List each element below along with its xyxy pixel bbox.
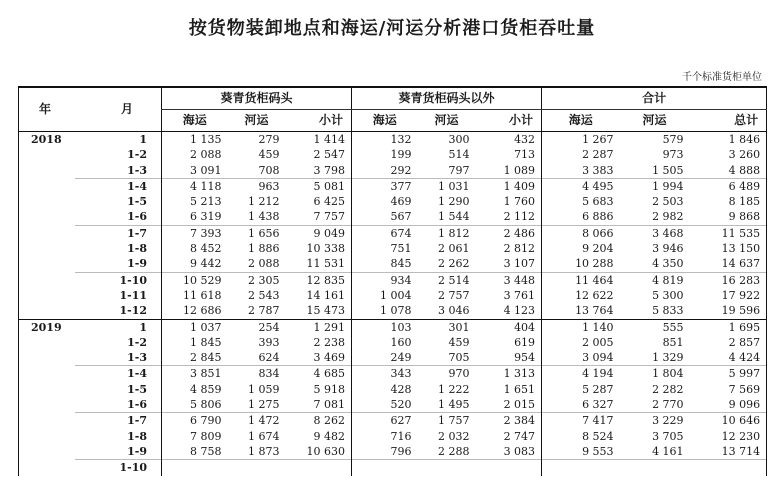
value-cell [476,460,542,476]
value-cell: 1 135 [162,132,228,148]
value-cell: 1 651 [503,382,536,396]
value-cell: 2 787 [248,304,280,318]
value-cell: 6 425 [313,195,346,209]
value-cell: 343 [352,366,418,382]
table-row [19,147,767,162]
value-cell: 1 846 [690,132,767,148]
value-cell: 4 123 [503,304,536,318]
month-cell: 1 [75,132,162,148]
value-cell: 13 764 [542,303,620,319]
year-cell [19,288,75,303]
year-cell [19,444,75,460]
value-cell: 5 213 [162,194,228,209]
year-cell [19,194,75,209]
value-cell: 579 [620,132,690,148]
month-cell: 1-12 [119,304,147,318]
value-cell: 2 857 [690,335,767,350]
value-cell: 963 [228,178,286,194]
value-cell: 4 859 [162,382,228,397]
value-cell: 10 646 [690,413,767,429]
value-cell: 1 656 [228,225,286,241]
value-cell: 3 083 [503,444,536,458]
unit-label: 千个标准货柜单位 [682,72,762,83]
value-cell: 12 230 [690,429,767,444]
value-cell: 3 469 [313,351,346,365]
value-cell: 9 482 [313,429,346,443]
value-cell: 3 094 [542,350,620,366]
table-row [19,132,767,148]
value-cell: 2 812 [503,242,536,256]
table-row [19,209,767,225]
value-cell: 7 809 [162,429,228,444]
table-row [19,194,767,209]
value-cell: 9 553 [542,444,620,460]
value-cell [228,460,286,476]
value-cell: 2 005 [542,335,620,350]
month-cell: 1-5 [127,195,147,209]
value-cell: 1 674 [248,429,280,443]
value-cell: 627 [352,413,418,429]
value-cell: 3 229 [620,413,690,429]
value-cell: 249 [352,350,418,366]
value-cell: 674 [352,225,418,241]
value-cell: 9 096 [690,397,767,413]
value-cell: 3 091 [162,163,228,179]
value-cell: 6 886 [542,209,620,225]
value-cell: 160 [352,335,418,350]
value-cell: 1 267 [542,132,620,148]
value-cell: 1 275 [248,398,280,412]
value-cell: 1 757 [418,413,476,429]
value-cell: 3 851 [162,366,228,382]
value-cell: 8 524 [542,429,620,444]
value-cell: 2 305 [228,272,286,288]
year-cell [19,225,75,241]
month-cell: 1-3 [127,351,147,365]
value-cell: 11 535 [690,225,767,241]
value-cell: 12 622 [542,288,620,303]
value-cell: 624 [258,351,280,365]
value-cell: 6 319 [162,209,228,225]
value-cell [352,460,418,476]
value-cell: 8 758 [162,444,228,460]
value-cell: 3 468 [620,225,690,241]
month-cell: 1-8 [127,242,147,256]
value-cell: 12 686 [162,303,228,319]
value-cell: 7 081 [313,398,346,412]
value-cell: 1 089 [503,163,536,177]
value-cell: 15 473 [306,304,346,318]
value-cell: 1 212 [248,195,280,209]
value-cell: 8 066 [542,225,620,241]
value-cell: 8 452 [162,241,228,256]
value-cell: 1 438 [248,210,280,224]
value-cell: 14 637 [690,256,767,272]
value-cell: 2 384 [476,413,542,429]
value-cell: 2 757 [438,288,470,302]
value-cell: 103 [352,319,418,335]
month-cell: 1-5 [127,382,147,396]
value-cell: 4 495 [542,178,620,194]
value-cell: 16 283 [690,272,767,288]
value-cell: 973 [662,148,684,162]
year-cell [19,163,75,179]
value-cell: 6 489 [690,178,767,194]
header-sub: 小计 [286,110,352,132]
value-cell: 1 059 [248,382,280,396]
value-cell: 459 [258,148,280,162]
table-row [19,366,767,382]
value-cell: 1 472 [228,413,286,429]
value-cell: 796 [352,444,418,460]
value-cell: 713 [514,148,536,162]
value-cell: 716 [352,429,418,444]
header-sub: 河运 [620,110,690,132]
value-cell: 1 414 [286,132,352,148]
value-cell: 1 329 [652,351,684,365]
month-cell: 1-4 [75,366,162,382]
table-row [19,225,767,241]
value-cell: 4 685 [286,366,352,382]
month-cell: 1-9 [127,257,147,271]
header-month: 月 [75,87,162,132]
value-cell: 705 [448,351,470,365]
header-sub: 小计 [476,110,542,132]
value-cell: 469 [352,194,418,209]
value-cell: 9 868 [690,209,767,225]
value-cell [162,460,228,476]
value-cell: 1 994 [620,178,690,194]
value-cell: 954 [514,351,536,365]
value-cell: 1 804 [620,366,690,382]
value-cell: 17 922 [690,288,767,303]
value-cell: 2 032 [438,429,470,443]
value-cell: 199 [352,147,418,162]
value-cell: 1 291 [286,319,352,335]
month-cell: 1-11 [119,288,147,302]
header-group-kwai-tsing: 葵青货柜码头 [162,87,352,110]
header-sub: 河运 [228,110,286,132]
value-cell: 404 [476,319,542,335]
header-sub: 海运 [542,110,620,132]
value-cell: 1 031 [418,178,476,194]
value-cell: 5 833 [652,304,684,318]
month-cell: 1-7 [75,225,162,241]
table-row [19,382,767,397]
value-cell: 1 695 [690,319,767,335]
value-cell: 4 161 [652,444,684,458]
value-cell: 2 288 [438,444,470,458]
value-cell: 132 [352,132,418,148]
value-cell: 2 112 [503,210,536,224]
value-cell: 9 204 [542,241,620,256]
year-cell [19,366,75,382]
value-cell: 3 798 [313,163,346,177]
year-cell [19,178,75,194]
value-cell: 2 503 [652,195,684,209]
value-cell: 2 262 [438,257,470,271]
value-cell: 4 350 [652,257,684,271]
value-cell: 377 [352,178,418,194]
value-cell: 2 088 [248,257,280,271]
value-cell: 1 495 [438,398,470,412]
month-cell: 1-9 [127,444,147,458]
value-cell: 279 [228,132,286,148]
table-row [19,319,767,335]
value-cell: 300 [418,132,476,148]
header-sub: 河运 [418,110,476,132]
value-cell: 10 529 [162,272,228,288]
value-cell: 2 015 [503,398,536,412]
year-cell [19,256,75,272]
value-cell: 2 982 [652,210,684,224]
value-cell: 13 150 [690,241,767,256]
header-sub: 总计 [690,110,767,132]
value-cell: 797 [448,163,470,177]
value-cell: 2 238 [313,335,346,349]
value-cell [418,460,476,476]
value-cell: 3 705 [652,429,684,443]
value-cell [620,460,690,476]
value-cell: 970 [418,366,476,382]
value-cell: 1 760 [503,195,536,209]
month-cell: 1-3 [127,163,147,177]
month-cell: 1-4 [75,178,162,194]
value-cell: 3 107 [503,257,536,271]
value-cell: 6 790 [162,413,228,429]
table-row [19,335,767,350]
value-cell: 19 596 [690,303,767,319]
header-year: 年 [19,87,75,132]
table-row [19,256,767,272]
value-cell: 567 [352,209,418,225]
value-cell: 1 845 [162,335,228,350]
value-cell: 708 [258,163,280,177]
value-cell: 5 300 [652,288,684,302]
value-cell: 428 [352,382,418,397]
value-cell: 1 409 [476,178,542,194]
value-cell: 934 [352,272,418,288]
value-cell [286,460,352,476]
value-cell: 9 049 [286,225,352,241]
throughput-table [18,86,767,476]
value-cell: 7 757 [313,210,346,224]
value-cell: 1 873 [248,444,280,458]
value-cell: 4 118 [162,178,228,194]
value-cell: 8 185 [690,194,767,209]
value-cell: 1 886 [248,242,280,256]
value-cell: 10 288 [542,256,620,272]
value-cell: 4 888 [690,163,767,179]
value-cell: 7 569 [690,382,767,397]
value-cell: 11 531 [306,257,346,271]
value-cell: 459 [448,335,470,349]
year-cell [19,350,75,366]
year-cell [19,335,75,350]
month-cell: 1-10 [75,460,162,476]
table-row [19,288,767,303]
value-cell: 520 [352,397,418,413]
value-cell: 5 683 [542,194,620,209]
year-cell [19,303,75,319]
value-cell: 3 946 [652,242,684,256]
value-cell: 8 262 [286,413,352,429]
value-cell: 619 [514,335,536,349]
value-cell: 4 194 [542,366,620,382]
value-cell: 5 806 [162,397,228,413]
year-cell: 2018 [19,132,75,148]
value-cell: 1 222 [438,382,470,396]
value-cell: 3 383 [542,163,620,179]
value-cell: 9 442 [162,256,228,272]
value-cell: 514 [448,148,470,162]
value-cell: 845 [352,256,418,272]
value-cell: 13 714 [690,444,767,460]
value-cell: 1 313 [476,366,542,382]
value-cell: 3 761 [503,288,536,302]
value-cell: 2 547 [313,148,346,162]
value-cell: 5 997 [690,366,767,382]
value-cell: 2 088 [162,147,228,162]
month-cell: 1 [75,319,162,335]
value-cell: 4 819 [620,272,690,288]
page-title: 按货物装卸地点和海运/河运分析港口货柜吞吐量 [188,18,596,39]
value-cell: 1 290 [438,195,470,209]
value-cell: 2 061 [438,242,470,256]
value-cell: 2 287 [542,147,620,162]
value-cell: 6 327 [542,397,620,413]
year-cell [19,413,75,429]
month-cell: 1-7 [75,413,162,429]
table-row [19,303,767,319]
value-cell: 1 505 [652,163,684,177]
table-row [19,178,767,194]
value-cell: 1 544 [438,210,470,224]
header-group-other: 葵青货柜码头以外 [352,87,542,110]
value-cell: 432 [476,132,542,148]
table-row [19,350,767,366]
value-cell: 11 618 [162,288,228,303]
value-cell: 1 812 [418,225,476,241]
month-cell: 1-2 [127,148,147,162]
value-cell: 1 037 [162,319,228,335]
month-cell: 1-10 [75,272,162,288]
header-sub: 海运 [162,110,228,132]
value-cell: 3 448 [476,272,542,288]
value-cell: 10 338 [306,242,346,256]
value-cell: 2 747 [503,429,536,443]
table-body [19,132,767,476]
table-row [19,429,767,444]
year-cell [19,272,75,288]
table-row [19,163,767,179]
value-cell [690,460,767,476]
table-row [19,444,767,460]
month-cell: 1-6 [127,210,147,224]
value-cell: 301 [418,319,476,335]
year-cell [19,397,75,413]
value-cell: 1 004 [352,288,418,303]
value-cell: 10 630 [306,444,346,458]
value-cell [542,460,620,476]
year-cell [19,147,75,162]
month-cell: 1-6 [127,398,147,412]
header-sub: 海运 [352,110,418,132]
value-cell: 2 486 [476,225,542,241]
value-cell: 2 845 [162,350,228,366]
value-cell: 3 046 [438,304,470,318]
value-cell: 1 078 [352,303,418,319]
value-cell: 5 081 [286,178,352,194]
value-cell: 14 161 [306,288,346,302]
value-cell: 292 [352,163,418,179]
table-row [19,397,767,413]
table-row [19,272,767,288]
value-cell: 7 393 [162,225,228,241]
year-cell [19,209,75,225]
value-cell: 2 514 [418,272,476,288]
value-cell: 851 [662,335,684,349]
value-cell: 1 140 [542,319,620,335]
value-cell: 2 282 [652,382,684,396]
year-cell [19,429,75,444]
month-cell: 1-8 [127,429,147,443]
value-cell: 11 464 [542,272,620,288]
year-cell [19,241,75,256]
table-row [19,413,767,429]
value-cell: 5 287 [542,382,620,397]
value-cell: 4 424 [690,350,767,366]
value-cell: 555 [620,319,690,335]
value-cell: 254 [228,319,286,335]
value-cell: 2 543 [248,288,280,302]
table-row [19,460,767,476]
value-cell: 834 [228,366,286,382]
value-cell: 12 835 [286,272,352,288]
value-cell: 393 [258,335,280,349]
value-cell: 3 260 [690,147,767,162]
table-row [19,241,767,256]
header-group-total: 合计 [542,87,767,110]
value-cell: 2 770 [652,398,684,412]
year-cell [19,382,75,397]
value-cell: 7 417 [542,413,620,429]
value-cell: 751 [352,241,418,256]
year-cell [19,460,75,476]
value-cell: 5 918 [313,382,346,396]
month-cell: 1-2 [127,335,147,349]
year-cell: 2019 [19,319,75,335]
